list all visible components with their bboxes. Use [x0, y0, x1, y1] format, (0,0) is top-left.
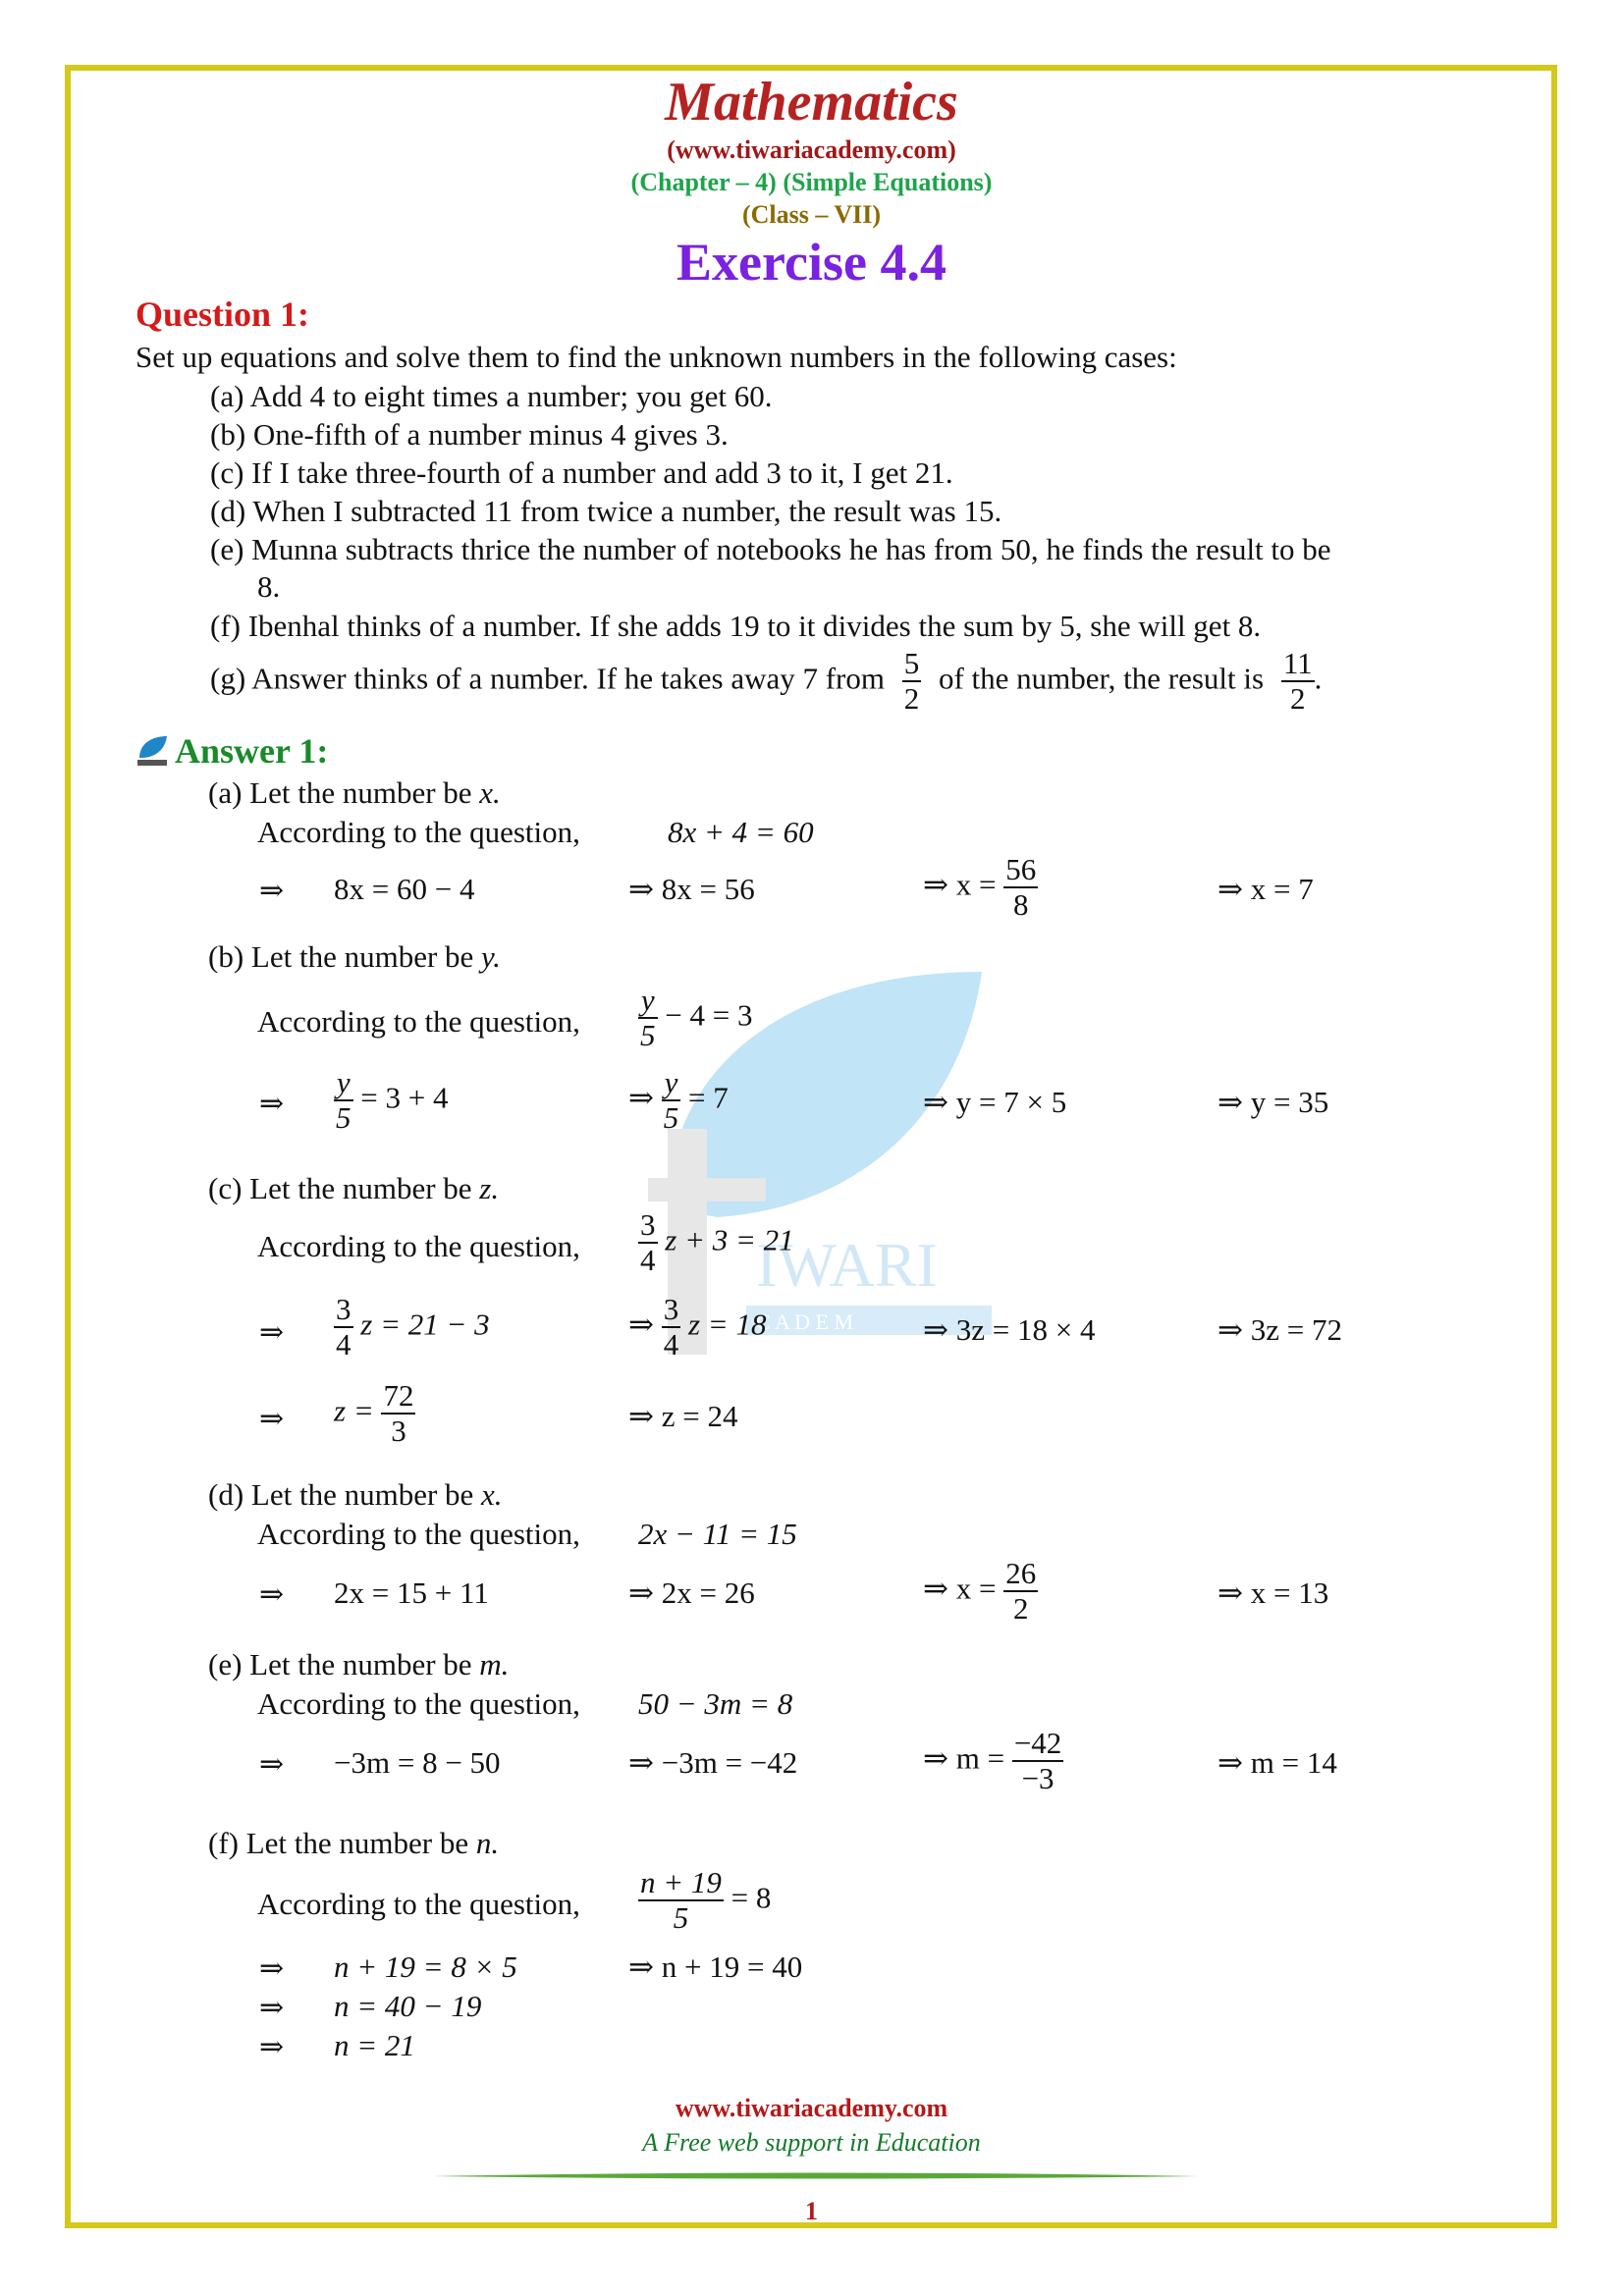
- footer-divider: [432, 2171, 1198, 2181]
- answer-c-according: According to the question,: [257, 1229, 580, 1263]
- answer-c-step3: ⇒ 3z = 18 × 4: [923, 1312, 1096, 1347]
- footer-tagline: A Free web support in Education: [642, 2128, 981, 2157]
- answer-d-step4: ⇒ x = 13: [1217, 1575, 1329, 1610]
- answer-b-step4: ⇒ y = 35: [1217, 1085, 1329, 1119]
- question-item-f: (f) Ibenhal thinks of a number. If she adds 19 to it divides the sum by 5, she will get 8.: [210, 609, 1262, 643]
- answer-c-step4: ⇒ 3z = 72: [1217, 1312, 1342, 1347]
- question-item-d: (d) When I subtracted 11 from twice a number, the result was 15.: [210, 494, 1002, 528]
- answer-d-according: According to the question,: [257, 1517, 580, 1551]
- answer-a-equation: 8x + 4 = 60: [668, 815, 814, 849]
- answer-a-step3: ⇒ x = $\frac{56}{8}$: [923, 852, 1037, 922]
- question-heading: Question 1:: [135, 294, 310, 334]
- answer-d-step2: ⇒ 2x = 26: [628, 1575, 755, 1610]
- answer-f-arrow-2: ⇒: [259, 1992, 285, 2024]
- answer-b-step2: ⇒ $\frac{y}{5}$ = 7: [628, 1065, 729, 1135]
- answer-c-equation: $\frac{3}{4}$ z + 3 = 21: [640, 1207, 794, 1277]
- page-title: Mathematics: [665, 72, 958, 133]
- answer-d-equation: 2x − 11 = 15: [638, 1517, 797, 1551]
- answer-d-step1: 2x = 15 + 11: [334, 1575, 489, 1610]
- class-line: (Class – VII): [741, 200, 882, 229]
- answer-c-step1: $\frac{3}{4}$ z = 21 − 3: [336, 1292, 490, 1362]
- answer-b-arrow: ⇒: [259, 1088, 285, 1120]
- answer-a-arrow: ⇒: [259, 875, 285, 907]
- answer-a-step1: 8x = 60 − 4: [334, 872, 475, 906]
- question-item-e-cont: 8.: [257, 569, 281, 604]
- answer-f-arrow-1: ⇒: [259, 1952, 285, 1985]
- answer-b-let: (b) Let the number be y.: [208, 939, 501, 974]
- watermark-text: IWARI: [756, 1230, 938, 1300]
- answer-c-let: (c) Let the number be z.: [208, 1171, 500, 1205]
- answer-d-let: (d) Let the number be x.: [208, 1477, 503, 1512]
- answer-f-equation: $\frac{n + 19}{5}$ = 8: [640, 1865, 772, 1935]
- question-item-e: (e) Munna subtracts thrice the number of notebooks he has from 50, he finds the result to be: [210, 532, 1331, 566]
- answer-e-according: According to the question,: [257, 1686, 580, 1721]
- answer-a-let: (a) Let the number be x.: [208, 775, 501, 810]
- question-item-a: (a) Add 4 to eight times a number; you get 60.: [210, 379, 773, 413]
- question-item-g: (g) Answer thinks of a number. If he takes away 7 from $\frac{5}{2}$ of the number, the result is $\frac{11}{2}$ .: [210, 646, 1323, 716]
- answer-a-according: According to the question,: [257, 815, 580, 849]
- site-line: (www.tiwariacademy.com): [667, 135, 956, 164]
- answer-f-step3: n = 40 − 19: [334, 1989, 482, 2023]
- answer-e-equation: 50 − 3m = 8: [638, 1686, 793, 1721]
- footer-url[interactable]: www.tiwariacademy.com: [675, 2094, 948, 2122]
- answer-d-step3: ⇒ x = $\frac{26}{2}$: [923, 1556, 1037, 1626]
- answer-f-step4: n = 21: [334, 2028, 415, 2062]
- answer-a-step4: ⇒ x = 7: [1217, 872, 1314, 906]
- chapter-line: (Chapter – 4) (Simple Equations): [630, 168, 993, 196]
- question-intro: Set up equations and solve them to find the unknown numbers in the following cases:: [135, 340, 1177, 374]
- answer-c-step6: ⇒ z = 24: [628, 1399, 738, 1433]
- answer-b-step1: $\frac{y}{5}$ = 3 + 4: [336, 1065, 449, 1135]
- answer-e-step2: ⇒ −3m = −42: [628, 1745, 798, 1780]
- answer-a-step2: ⇒ 8x = 56: [628, 872, 755, 906]
- answer-c-arrow-2: ⇒: [259, 1403, 285, 1435]
- answer-heading: Answer 1:: [175, 731, 329, 771]
- question-item-b: (b) One-fifth of a number minus 4 gives 3.: [210, 417, 729, 452]
- answer-b-according: According to the question,: [257, 1004, 580, 1039]
- answer-f-according: According to the question,: [257, 1887, 580, 1921]
- answer-e-step3: ⇒ m = $\frac{-42}{-3}$: [923, 1726, 1062, 1795]
- answer-e-let: (e) Let the number be m.: [208, 1647, 510, 1682]
- answer-f-step2: ⇒ n + 19 = 40: [628, 1949, 803, 1984]
- question-item-c: (c) If I take three-fourth of a number and add 3 to it, I get 21.: [210, 455, 953, 490]
- answer-c-arrow: ⇒: [259, 1316, 285, 1349]
- answer-b-equation: $\frac{y}{5}$ − 4 = 3: [640, 983, 753, 1052]
- answer-f-let: (f) Let the number be n.: [208, 1826, 500, 1860]
- page-number: 1: [805, 2197, 818, 2225]
- answer-f-step1: n + 19 = 8 × 5: [334, 1949, 517, 1984]
- answer-e-step4: ⇒ m = 14: [1217, 1745, 1337, 1780]
- exercise-title: Exercise 4.4: [676, 233, 947, 292]
- watermark-subtext: C A D E M: [756, 1309, 854, 1334]
- answer-e-step1: −3m = 8 − 50: [334, 1745, 501, 1780]
- tiwari-logo-icon: [135, 734, 169, 768]
- answer-c-step5: z = $\frac{72}{3}$: [334, 1378, 414, 1448]
- answer-f-arrow-3: ⇒: [259, 2031, 285, 2063]
- answer-d-arrow: ⇒: [259, 1578, 285, 1611]
- answer-b-step3: ⇒ y = 7 × 5: [923, 1085, 1067, 1119]
- answer-c-step2: ⇒ $\frac{3}{4}$ z = 18: [628, 1292, 767, 1362]
- answer-e-arrow: ⇒: [259, 1748, 285, 1781]
